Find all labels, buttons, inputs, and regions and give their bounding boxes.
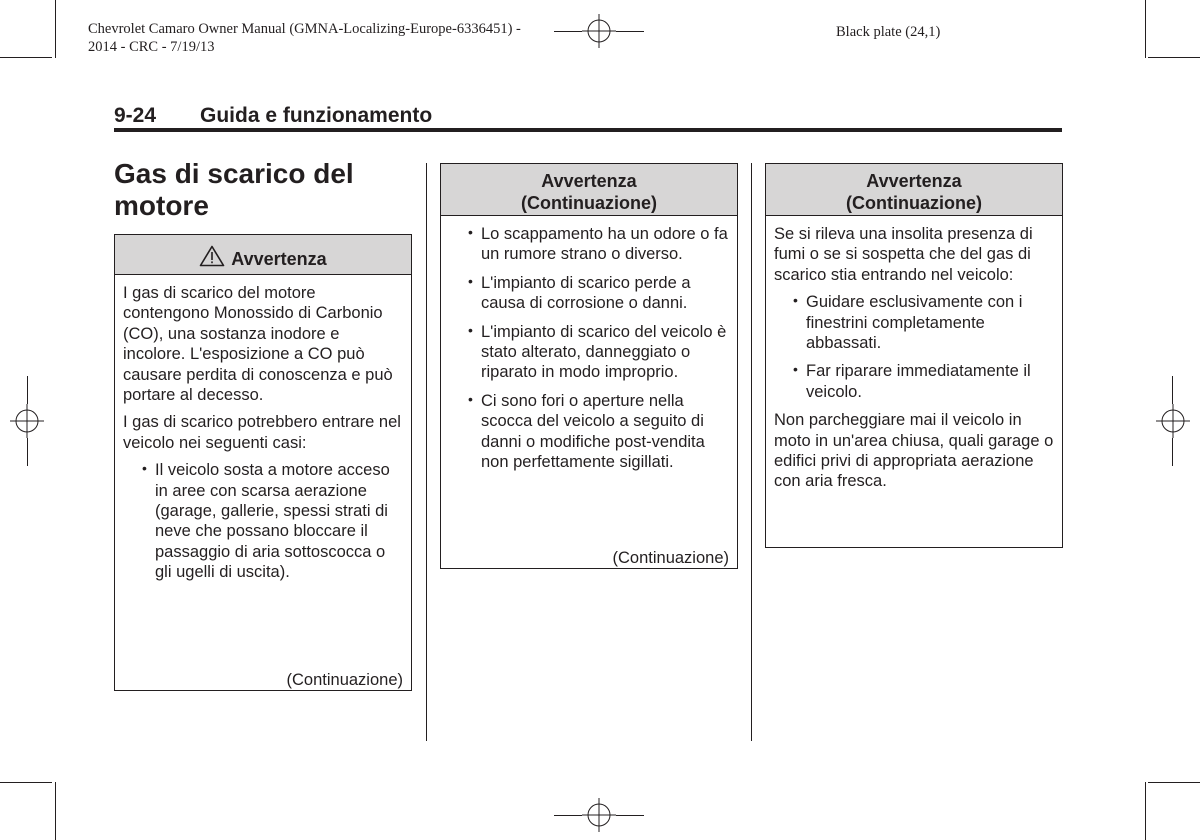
warning-header (115, 235, 411, 275)
list-item (449, 273, 729, 314)
warning-box-continued (440, 163, 738, 569)
warning-subtitle: (Continuazione) (521, 193, 657, 213)
warning-body (441, 216, 737, 472)
list-item (449, 391, 729, 473)
list-item-text: Il veicolo sosta a motore acceso in aree con scarsa aerazione (garage, gallerie, spessi strati di neve che possano bloccare il passaggio di aria sottoscocca o gli ugelli di uscita). (155, 461, 390, 582)
crop-mark (1145, 0, 1146, 58)
crop-mark (1148, 57, 1200, 58)
plate-label: Black plate (24,1) (836, 24, 941, 40)
warning-paragraph: Non parcheggiare mai il veicolo in moto in un'area chiusa, quali garage o edifici privi di appropriata aerazione con aria fresca. (774, 411, 1054, 491)
section-rule (114, 128, 1062, 132)
list-item (774, 361, 1054, 402)
crop-mark (554, 815, 582, 816)
column-divider (426, 163, 427, 741)
crop-mark (1145, 782, 1146, 840)
warning-bullets (449, 224, 729, 472)
crop-mark (1172, 438, 1173, 466)
page-title: Gas di scarico del motore (114, 158, 354, 221)
bullet-icon: • (468, 321, 473, 338)
crop-mark (27, 376, 28, 404)
warning-body (766, 216, 1062, 492)
bullet-icon: • (468, 390, 473, 407)
crop-mark (0, 782, 52, 783)
warning-triangle-icon (199, 245, 225, 271)
list-item-text: Far riparare immediatamente il veicolo. (806, 362, 1031, 401)
warning-title: Avvertenza (866, 171, 962, 191)
crop-mark (55, 782, 56, 840)
bullet-icon: • (142, 460, 147, 477)
continuation-note: (Continuazione) (286, 671, 403, 689)
section-title: Guida e funzionamento (200, 104, 433, 127)
bullet-icon: • (793, 292, 798, 309)
warning-header (441, 164, 737, 216)
warning-subtitle: (Continuazione) (846, 193, 982, 213)
crop-mark (616, 815, 644, 816)
bullet-icon: • (793, 361, 798, 378)
crop-mark (55, 0, 56, 58)
bullet-icon: • (468, 272, 473, 289)
continuation-note: (Continuazione) (612, 549, 729, 567)
registration-mark-icon (1156, 404, 1190, 438)
crop-mark (0, 57, 52, 58)
registration-mark-icon (582, 798, 616, 832)
list-item-text: L'impianto di scarico perde a causa di corrosione o danni. (481, 273, 691, 313)
print-job-line-1: Chevrolet Camaro Owner Manual (GMNA-Localizing-Europe-6336451) - (88, 21, 521, 37)
list-item (123, 460, 403, 582)
column-divider (751, 163, 752, 741)
warning-bullets (123, 460, 403, 582)
list-item-text: Ci sono fori o aperture nella scocca del veicolo a seguito di danni o modifiche post-vendita non perfettamente sigillati. (481, 391, 705, 472)
registration-mark-icon (10, 404, 44, 438)
warning-bullets (774, 292, 1054, 402)
list-item (449, 322, 729, 383)
warning-title: Avvertenza (231, 249, 327, 269)
crop-mark (1172, 376, 1173, 404)
print-job-info (88, 20, 588, 56)
warning-paragraph: I gas di scarico potrebbero entrare nel veicolo nei seguenti casi: (123, 413, 401, 452)
warning-title: Avvertenza (541, 171, 637, 191)
print-job-line-2: 2014 - CRC - 7/19/13 (88, 39, 215, 55)
warning-box-continued (765, 163, 1063, 548)
warning-paragraph: I gas di scarico del motore contengono Monossido di Carbonio (CO), una sostanza inodore e incolore. L'esposizione a CO può causare perdita di conoscenza e può portare al decesso. (123, 284, 393, 405)
bullet-icon: • (468, 224, 473, 240)
page-number: 9-24 (114, 104, 157, 127)
warning-header (766, 164, 1062, 216)
list-item (774, 292, 1054, 353)
list-item (449, 224, 729, 265)
crop-mark (27, 438, 28, 466)
list-item-text: Guidare esclusivamente con i finestrini completamente abbassati. (806, 293, 1023, 353)
section-header (114, 104, 1062, 128)
warning-box (114, 234, 412, 691)
list-item-text: L'impianto di scarico del veicolo è stato alterato, danneggiato o riparato in modo improprio. (481, 322, 727, 382)
crop-mark (616, 31, 644, 32)
warning-body (115, 275, 411, 583)
warning-paragraph: Se si rileva una insolita presenza di fumi o se si sospetta che del gas di scarico stia entrando nel veicolo: (774, 225, 1033, 284)
crop-mark (1148, 782, 1200, 783)
list-item-text: Lo scappamento ha un odore o fa un rumore strano o diverso. (481, 225, 728, 264)
